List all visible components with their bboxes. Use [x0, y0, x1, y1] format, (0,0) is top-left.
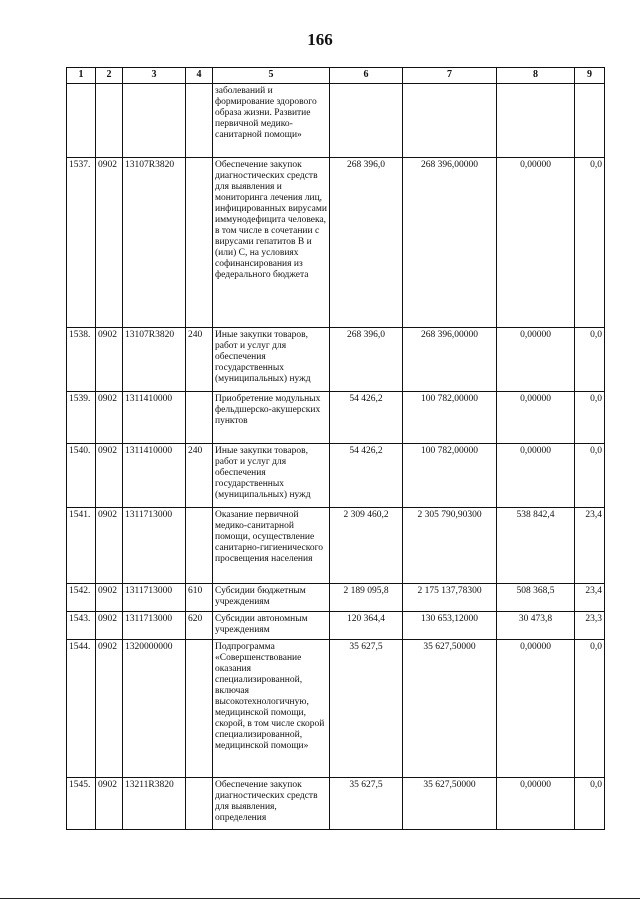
- value-col-7: 100 782,00000: [403, 444, 497, 508]
- item-name: Иные закупки товаров, работ и услуг для обеспечения государственных (муниципальных) нужд: [213, 444, 330, 508]
- value-col-9: 23,4: [575, 508, 605, 584]
- target-article-code: 1311713000: [123, 508, 186, 584]
- table-row: [67, 508, 605, 584]
- page-number: 166: [307, 30, 333, 49]
- value-col-8: 0,00000: [497, 392, 575, 444]
- value-col-6: 268 396,0: [330, 158, 403, 328]
- item-name: Иные закупки товаров, работ и услуг для обеспечения государственных (муниципальных) нужд: [213, 328, 330, 392]
- value-col-6: 2 309 460,2: [330, 508, 403, 584]
- expense-type-code: 240: [186, 328, 213, 392]
- value-col-7: 268 396,00000: [403, 158, 497, 328]
- expense-type-code: 240: [186, 444, 213, 508]
- row-number: 1544.: [67, 640, 96, 778]
- row-number: 1543.: [67, 612, 96, 640]
- section-code: 0902: [96, 328, 123, 392]
- expense-type-code: [186, 508, 213, 584]
- value-col-7: 268 396,00000: [403, 328, 497, 392]
- value-col-9: [575, 84, 605, 158]
- header-cell: 6: [330, 68, 403, 84]
- header-cell: 4: [186, 68, 213, 84]
- header-cell: 2: [96, 68, 123, 84]
- value-col-8: 538 842,4: [497, 508, 575, 584]
- table-row: [67, 392, 605, 444]
- header-row: [67, 68, 605, 84]
- row-number: 1540.: [67, 444, 96, 508]
- expense-type-code: [186, 640, 213, 778]
- value-col-7: 35 627,50000: [403, 778, 497, 830]
- table-row: [67, 778, 605, 830]
- target-article-code: 13107R3820: [123, 158, 186, 328]
- target-article-code: 1311713000: [123, 584, 186, 612]
- value-col-9: 0,0: [575, 640, 605, 778]
- value-col-7: 130 653,12000: [403, 612, 497, 640]
- target-article-code: 13211R3820: [123, 778, 186, 830]
- header-cell: 8: [497, 68, 575, 84]
- value-col-6: 120 364,4: [330, 612, 403, 640]
- value-col-7: [403, 84, 497, 158]
- value-col-8: [497, 84, 575, 158]
- value-col-8: 0,00000: [497, 328, 575, 392]
- value-col-8: 0,00000: [497, 158, 575, 328]
- expense-type-code: 610: [186, 584, 213, 612]
- value-col-7: 2 305 790,90300: [403, 508, 497, 584]
- section-code: 0902: [96, 778, 123, 830]
- section-code: 0902: [96, 584, 123, 612]
- table-row: [67, 84, 605, 158]
- value-col-9: 0,0: [575, 158, 605, 328]
- header-cell: 3: [123, 68, 186, 84]
- value-col-6: 54 426,2: [330, 444, 403, 508]
- row-number: 1538.: [67, 328, 96, 392]
- value-col-9: 0,0: [575, 444, 605, 508]
- value-col-6: 35 627,5: [330, 640, 403, 778]
- item-name: Обеспечение закупок диагностических средств для выявления и мониторинга лечения лиц, инфицированных вирусами иммунодефицита человека, в том числе в сочетании с вирусами гепатитов В и (или) С, на условиях софинансирования из федерального бюджета: [213, 158, 330, 328]
- target-article-code: 1311410000: [123, 444, 186, 508]
- section-code: 0902: [96, 444, 123, 508]
- value-col-7: 100 782,00000: [403, 392, 497, 444]
- value-col-8: 30 473,8: [497, 612, 575, 640]
- value-col-8: 0,00000: [497, 778, 575, 830]
- table-row: [67, 328, 605, 392]
- expense-type-code: [186, 84, 213, 158]
- header-cell: 1: [67, 68, 96, 84]
- row-number: 1541.: [67, 508, 96, 584]
- value-col-7: 35 627,50000: [403, 640, 497, 778]
- expense-type-code: 620: [186, 612, 213, 640]
- table-row: [67, 444, 605, 508]
- value-col-9: 0,0: [575, 328, 605, 392]
- value-col-8: 508 368,5: [497, 584, 575, 612]
- item-name: Обеспечение закупок диагностических средств для выявления, определения: [213, 778, 330, 830]
- table-row: [67, 612, 605, 640]
- value-col-9: 0,0: [575, 392, 605, 444]
- value-col-7: 2 175 137,78300: [403, 584, 497, 612]
- value-col-8: 0,00000: [497, 444, 575, 508]
- row-number: [67, 84, 96, 158]
- header-cell: 5: [213, 68, 330, 84]
- target-article-code: 1311713000: [123, 612, 186, 640]
- value-col-6: 2 189 095,8: [330, 584, 403, 612]
- expense-type-code: [186, 158, 213, 328]
- budget-table: [66, 67, 605, 830]
- target-article-code: 1311410000: [123, 392, 186, 444]
- table-row: [67, 584, 605, 612]
- item-name: Субсидии автономным учреждениям: [213, 612, 330, 640]
- target-article-code: [123, 84, 186, 158]
- row-number: 1537.: [67, 158, 96, 328]
- section-code: 0902: [96, 392, 123, 444]
- row-number: 1545.: [67, 778, 96, 830]
- section-code: 0902: [96, 612, 123, 640]
- value-col-9: 23,3: [575, 612, 605, 640]
- item-name: Оказание первичной медико-санитарной помощи, осуществление санитарно-гигиенического просвещения населения: [213, 508, 330, 584]
- header-cell: 7: [403, 68, 497, 84]
- item-name: Подпрограмма «Совершенствование оказания специализированной, включая высокотехнологичную, медицинской помощи, скорой, в том числе скорой специализированной, медицинской помощи»: [213, 640, 330, 778]
- section-code: 0902: [96, 508, 123, 584]
- item-name: Приобретение модульных фельдшерско-акушерских пунктов: [213, 392, 330, 444]
- value-col-6: 54 426,2: [330, 392, 403, 444]
- item-name: заболеваний и формирование здорового образа жизни. Развитие первичной медико-санитарной помощи»: [213, 84, 330, 158]
- expense-type-code: [186, 392, 213, 444]
- header-cell: 9: [575, 68, 605, 84]
- value-col-6: [330, 84, 403, 158]
- item-name: Субсидии бюджетным учреждениям: [213, 584, 330, 612]
- row-number: 1542.: [67, 584, 96, 612]
- scan-edge-line: [0, 898, 640, 899]
- value-col-9: 0,0: [575, 778, 605, 830]
- row-number: 1539.: [67, 392, 96, 444]
- value-col-8: 0,00000: [497, 640, 575, 778]
- table-row: [67, 158, 605, 328]
- section-code: 0902: [96, 158, 123, 328]
- section-code: 0902: [96, 640, 123, 778]
- expense-type-code: [186, 778, 213, 830]
- target-article-code: 1320000000: [123, 640, 186, 778]
- table-row: [67, 640, 605, 778]
- value-col-6: 35 627,5: [330, 778, 403, 830]
- value-col-6: 268 396,0: [330, 328, 403, 392]
- value-col-9: 23,4: [575, 584, 605, 612]
- section-code: [96, 84, 123, 158]
- target-article-code: 13107R3820: [123, 328, 186, 392]
